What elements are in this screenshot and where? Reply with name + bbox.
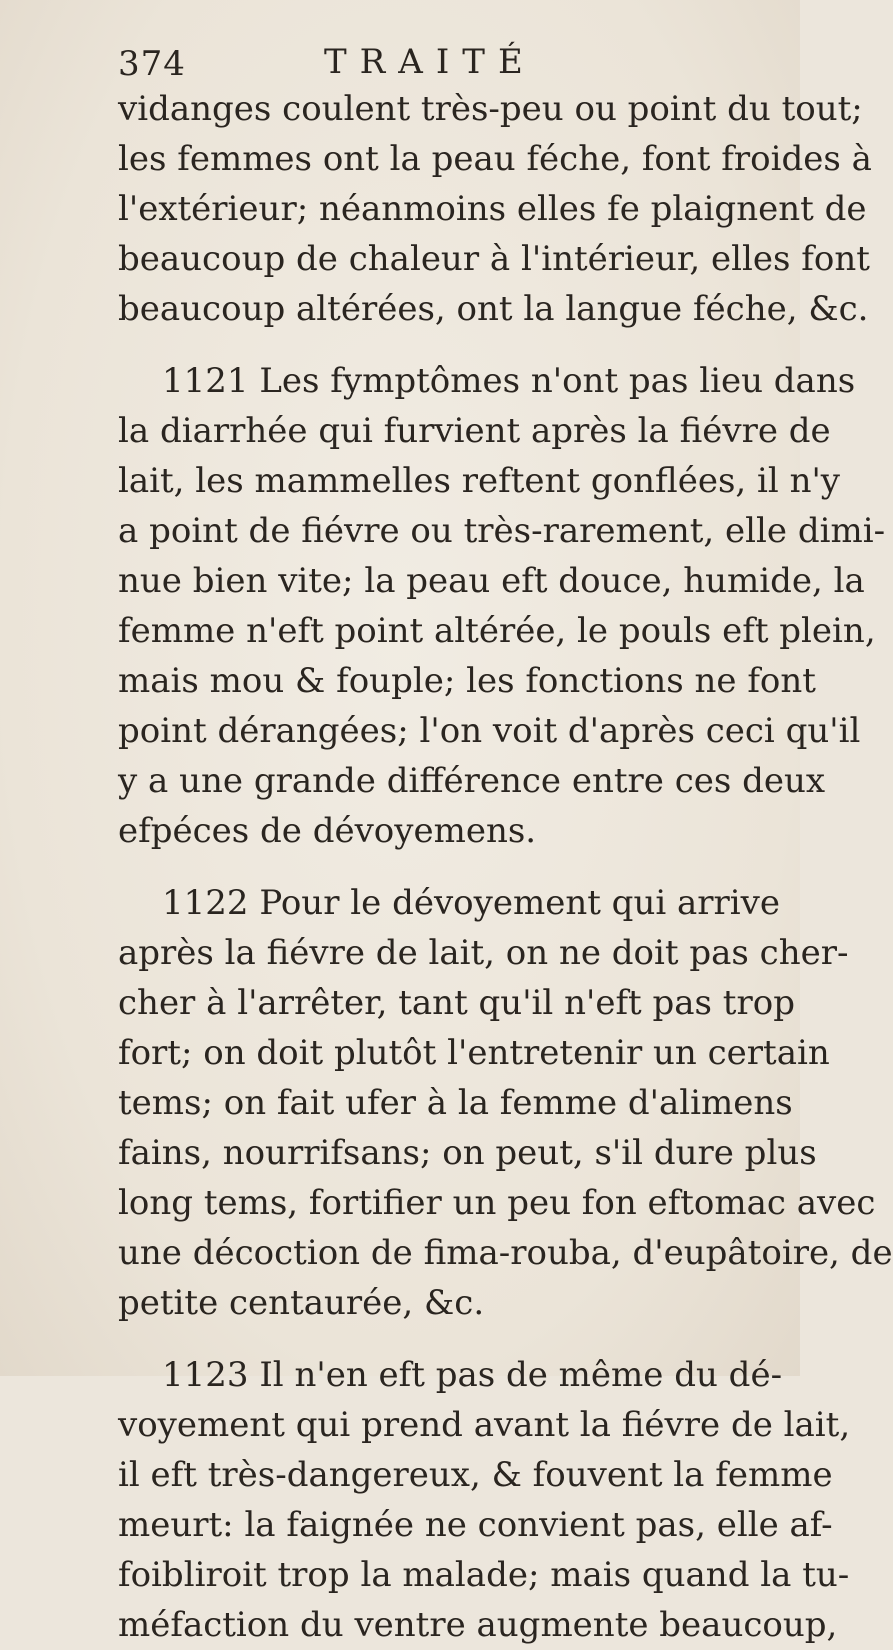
- text-line: l'extérieur; néanmoins elles fe plaignent de: [118, 189, 867, 229]
- text-line: 1121 Les fymptômes n'ont pas lieu dans: [162, 361, 856, 401]
- text-line: nue bien vite; la peau eft douce, humide, la: [118, 561, 865, 601]
- page-header: [118, 40, 678, 84]
- text-line: 1123 Il n'en eft pas de même du dé-: [162, 1355, 783, 1395]
- text-line: point dérangées; l'on voit d'après ceci qu'il: [118, 711, 861, 751]
- text-line: y a une grande différence entre ces deux: [118, 761, 826, 801]
- text-body: [118, 84, 893, 1650]
- text-line: lait, les mammelles reftent gonflées, il n'y: [118, 461, 841, 501]
- text-line: long tems, fortifier un peu fon eftomac avec: [118, 1183, 876, 1223]
- text-line: vidanges coulent très-peu ou point du tout;: [118, 89, 863, 129]
- text-line: mais mou & fouple; les fonctions ne font: [118, 661, 816, 701]
- text-line: efpéces de dévoyemens.: [118, 811, 537, 851]
- text-line: voyement qui prend avant la fiévre de lait,: [118, 1405, 851, 1445]
- text-line: la diarrhée qui furvient après la fiévre de: [118, 411, 831, 451]
- paragraph-1121: [118, 356, 886, 856]
- text-line: 1122 Pour le dévoyement qui arrive: [162, 883, 781, 923]
- text-line: foibliroit trop la malade; mais quand la tu-: [118, 1555, 850, 1595]
- paragraph-1123: [118, 1350, 851, 1650]
- text-line: beaucoup de chaleur à l'intérieur, elles font: [118, 239, 870, 279]
- text-line: beaucoup altérées, ont la langue féche, &c.: [118, 289, 869, 329]
- text-line: après la fiévre de lait, on ne doit pas cher-: [118, 933, 849, 973]
- running-head: TRAITÉ: [324, 42, 536, 82]
- paragraph-1122: [118, 878, 893, 1328]
- text-line: il eft très-dangereux, & fouvent la femme: [118, 1455, 833, 1495]
- text-line: meurt: la faignée ne convient pas, elle af-: [118, 1505, 833, 1545]
- text-line: tems; on fait ufer à la femme d'alimens: [118, 1083, 793, 1123]
- text-line: femme n'eft point altérée, le pouls eft plein,: [118, 611, 876, 651]
- text-line: méfaction du ventre augmente beaucoup,: [118, 1605, 838, 1645]
- text-line: fains, nourrifsans; on peut, s'il dure plus: [118, 1133, 817, 1173]
- text-line: fort; on doit plutôt l'entretenir un certain: [118, 1033, 830, 1073]
- paragraph-continuation: [118, 84, 872, 334]
- text-line: petite centaurée, &c.: [118, 1283, 485, 1323]
- text-line: une décoction de fima-rouba, d'eupâtoire, de: [118, 1233, 893, 1273]
- text-line: a point de fiévre ou très-rarement, elle dimi-: [118, 511, 886, 551]
- page-number: 374: [118, 44, 186, 84]
- text-line: cher à l'arrêter, tant qu'il n'eft pas trop: [118, 983, 795, 1023]
- text-line: les femmes ont la peau féche, font froides à: [118, 139, 872, 179]
